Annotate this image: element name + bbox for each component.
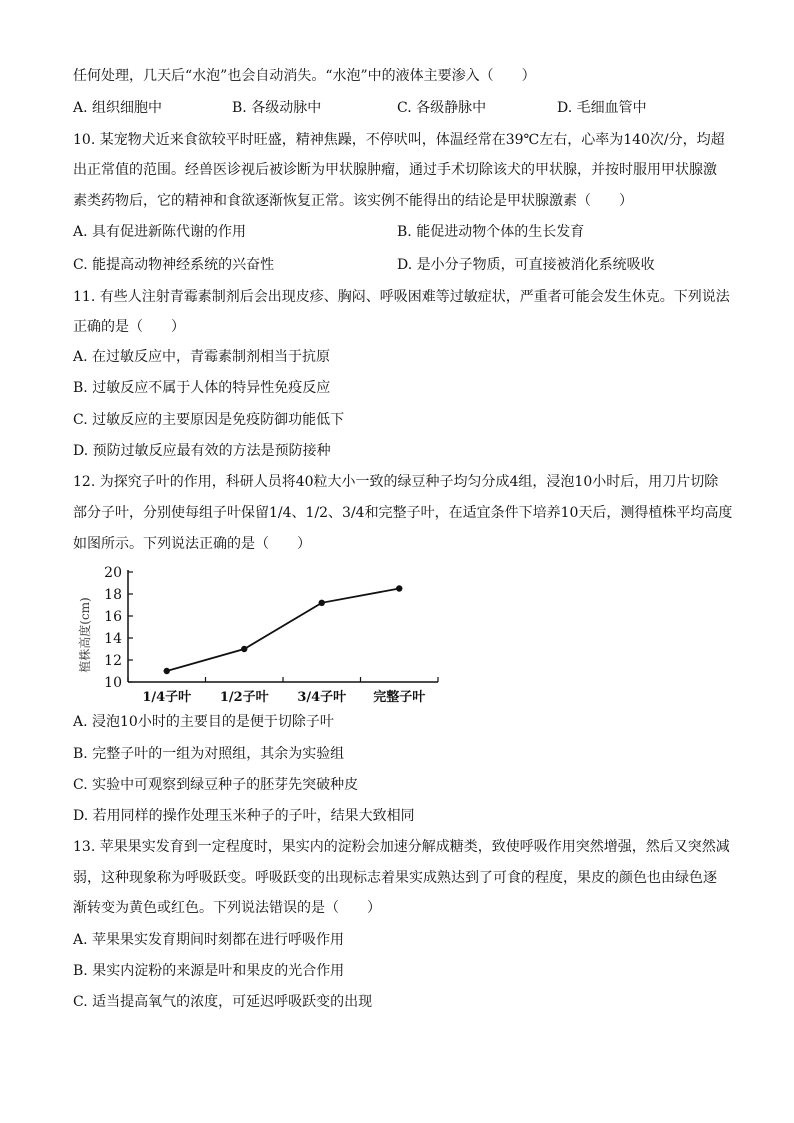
plant-height-chart xyxy=(73,560,443,710)
q9-option-a: A. 组织细胞中 xyxy=(73,100,163,116)
q9-option-b: B. 各级动脉中 xyxy=(232,100,322,116)
q13-option-a: A. 苹果果实发育期间时刻都在进行呼吸作用 xyxy=(73,932,345,948)
data-point xyxy=(319,600,325,606)
y-tick-label: 12 xyxy=(104,653,122,669)
q11-stem-line-2: 正确的是（ ） xyxy=(73,319,185,335)
chart-axes xyxy=(77,565,438,705)
q9-option-c: C. 各级静脉中 xyxy=(397,100,487,116)
data-point xyxy=(396,585,402,591)
q12-stem-line-3: 如图所示。下列说法正确的是（ ） xyxy=(73,536,311,552)
y-tick-label: 14 xyxy=(104,631,122,647)
x-tick-label: 1/4子叶 xyxy=(142,690,192,705)
x-tick-label: 完整子叶 xyxy=(373,690,426,705)
q13-stem-line-2: 弱，这种现象称为呼吸跃变。呼吸跃变的出现标志着果实成熟达到了可食的程度，果皮的颜色也由绿色逐 xyxy=(73,870,717,886)
q9-option-d: D. 毛细血管中 xyxy=(557,100,647,116)
q11-option-a: A. 在过敏反应中，青霉素制剂相当于抗原 xyxy=(73,349,331,365)
series-line xyxy=(167,589,400,672)
q12-option-c: C. 实验中可观察到绿豆种子的胚芽先突破种皮 xyxy=(73,777,359,793)
q10-option-c: C. 能提高动物神经系统的兴奋性 xyxy=(73,257,275,273)
q13-option-c: C. 适当提高氧气的浓度，可延迟呼吸跃变的出现 xyxy=(73,994,373,1010)
x-tick-label: 3/4子叶 xyxy=(297,690,347,705)
q11-option-c: C. 过敏反应的主要原因是免疫防御功能低下 xyxy=(73,412,345,428)
chart-marks xyxy=(164,585,403,674)
q13-option-b: B. 果实内淀粉的来源是叶和果皮的光合作用 xyxy=(73,963,345,979)
q10-stem-line-1: 10. 某宠物犬近来食欲较平时旺盛，精神焦躁，不停吠叫，体温经常在39℃左右，心率为140次/分，均超 xyxy=(73,132,725,148)
q10-stem-line-2: 出正常值的范围。经兽医诊视后被诊断为甲状腺肿瘤，通过手术切除该犬的甲状腺，并按时服用甲状腺激 xyxy=(73,162,717,178)
q12-option-d: D. 若用同样的操作处理玉米种子的子叶，结果大致相同 xyxy=(73,808,415,824)
y-axis-title: 植株高度(cm) xyxy=(78,597,92,673)
data-point xyxy=(241,646,247,652)
q12-stem-line-2: 部分子叶，分别使每组子叶保留1/4、1/2、3/4和完整子叶，在适宜条件下培养10天后，测得植株平均高度 xyxy=(73,505,733,521)
y-tick-label: 18 xyxy=(104,587,122,603)
q12-stem-line-1: 12. 为探究子叶的作用，科研人员将40粒大小一致的绿豆种子均匀分成4组，浸泡10小时后，用刀片切除 xyxy=(73,474,719,490)
q13-stem-line-1: 13. 苹果果实发育到一定程度时，果实内的淀粉会加速分解成糖类，致使呼吸作用突然增强，然后又突然减 xyxy=(73,839,730,855)
x-tick-label: 1/2子叶 xyxy=(219,690,269,705)
q11-option-b: B. 过敏反应不属于人体的特异性免疫反应 xyxy=(73,380,331,396)
q11-stem-line-1: 11. 有些人注射青霉素制剂后会出现皮疹、胸闷、呼吸困难等过敏症状，严重者可能会发生休克。下列说法 xyxy=(73,289,730,305)
q11-option-d: D. 预防过敏反应最有效的方法是预防接种 xyxy=(73,443,331,459)
q10-option-a: A. 具有促进新陈代谢的作用 xyxy=(73,224,247,240)
y-tick-label: 16 xyxy=(104,609,122,625)
q10-stem-line-3: 素类药物后，它的精神和食欲逐渐恢复正常。该实例不能得出的结论是甲状腺激素（ ） xyxy=(73,193,633,209)
q10-option-b: B. 能促进动物个体的生长发育 xyxy=(397,224,585,240)
q12-option-b: B. 完整子叶的一组为对照组，其余为实验组 xyxy=(73,746,345,762)
q13-stem-line-3: 渐转变为黄色或红色。下列说法错误的是（ ） xyxy=(73,900,381,916)
q10-option-d: D. 是小分子物质，可直接被消化系统吸收 xyxy=(397,257,655,273)
q9-stem-tail: 任何处理，几天后“水泡”也会自动消失。“水泡”中的液体主要渗入（ ） xyxy=(73,68,536,84)
y-tick-label: 10 xyxy=(104,675,122,691)
y-tick-label: 20 xyxy=(104,565,122,581)
q12-option-a: A. 浸泡10小时的主要目的是便于切除子叶 xyxy=(73,714,334,730)
data-point xyxy=(164,668,170,674)
